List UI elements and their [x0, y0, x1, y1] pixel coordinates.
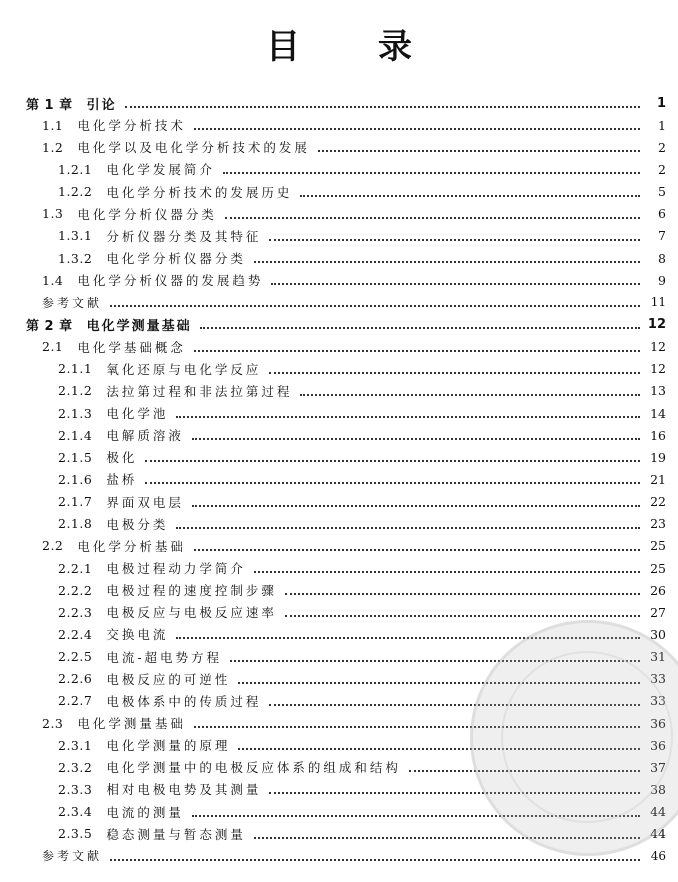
toc-entry-title: 电化学分析仪器的发展趋势: [77, 273, 264, 289]
toc-entry: [0, 181, 678, 203]
toc-entry: [0, 446, 678, 468]
toc-entry-number: 2.1: [42, 339, 64, 355]
toc-entry-page-number: 33: [650, 693, 666, 709]
toc-entry: [0, 247, 678, 269]
toc-entry-title: 电极反应的可逆性: [106, 671, 231, 687]
toc-entry-title: 电化学测量基础: [86, 318, 192, 334]
toc-entry-label: [26, 94, 117, 113]
toc-entry-page-number: 1: [658, 117, 666, 133]
toc-entry-title: 引论: [86, 97, 117, 113]
toc-entry-number: 2.3.5: [58, 826, 93, 842]
toc-entry-page-number: 8: [658, 250, 666, 266]
toc-entry-label: [58, 360, 261, 378]
toc-entry-number: 第 2 章: [26, 318, 73, 334]
toc-entry-title: 参考文献: [42, 295, 103, 310]
toc-entry-label: [42, 116, 186, 134]
dot-leader: [192, 505, 640, 507]
toc-entry: [0, 402, 678, 424]
toc-entry: [0, 468, 678, 490]
toc-entry: [0, 225, 678, 247]
toc-entry-page-number: 12: [647, 316, 666, 332]
dot-leader: [176, 527, 640, 529]
toc-entry-label: [42, 138, 310, 156]
toc-entry: [0, 269, 678, 291]
toc-entry-page-number: 11: [650, 295, 666, 310]
dot-leader: [125, 106, 640, 108]
toc-entry-page-number: 2: [658, 161, 666, 177]
library-stamp-inner-ring: [501, 651, 673, 823]
toc-entry-title: 电化学发展简介: [106, 162, 215, 178]
toc-entry-number: 1.1: [42, 117, 64, 133]
toc-entry: [0, 92, 678, 114]
toc-entry-title: 界面双电层: [106, 494, 184, 510]
toc-entry-number: 2.1.3: [58, 405, 93, 421]
toc-entry-page-number: 19: [650, 449, 666, 465]
toc-entry-number: 2.2.2: [58, 582, 93, 598]
dot-leader: [110, 859, 640, 861]
toc-entry-page-number: 33: [650, 671, 666, 687]
toc-entry: [0, 136, 678, 158]
toc-entry-title: 电极体系中的传质过程: [106, 693, 262, 709]
toc-entry-page-number: 1: [656, 95, 666, 111]
dot-leader: [269, 239, 640, 241]
toc-entry-title: 交换电流: [106, 627, 169, 643]
toc-entry-page-number: 16: [650, 427, 666, 443]
dot-leader: [300, 394, 640, 396]
dot-leader: [254, 261, 640, 263]
dot-leader: [285, 615, 640, 617]
toc-entry-number: 2.3.3: [58, 781, 93, 797]
toc-entry-number: 2.1.4: [58, 427, 93, 443]
toc-entry-number: 2.1.5: [58, 449, 93, 465]
toc-entry-number: 1.3.2: [58, 250, 93, 266]
toc-entry-number: 2.3.1: [58, 737, 93, 753]
toc-entry-title: 电极分类: [106, 516, 169, 532]
toc-entry-title: 盐桥: [106, 472, 138, 488]
toc-entry-label: [42, 294, 102, 311]
dot-leader: [223, 172, 640, 174]
toc-entry-number: 2.2.3: [58, 604, 93, 620]
toc-entry-label: [58, 803, 184, 821]
toc-entry-label: [26, 315, 192, 334]
toc-entry-label: [42, 338, 186, 356]
toc-entry-page-number: 37: [650, 759, 666, 775]
title-char-2: 录: [378, 27, 412, 67]
toc-entry-page-number: 44: [650, 826, 666, 842]
toc-entry-number: 1.3.1: [58, 228, 93, 244]
dot-leader: [194, 549, 640, 551]
toc-entry-page-number: 26: [650, 582, 666, 598]
toc-entry-page-number: 13: [650, 383, 666, 399]
toc-entry-title: 分析仪器分类及其特征: [106, 228, 262, 244]
toc-entry: [0, 535, 678, 557]
toc-entry-title: 电化学分析基础: [77, 538, 186, 554]
toc-entry: [0, 313, 678, 335]
toc-entry-title: 法拉第过程和非法拉第过程: [106, 383, 293, 399]
toc-entry-page-number: 7: [658, 228, 666, 244]
toc-entry-page-number: 27: [650, 604, 666, 620]
toc-entry-label: [42, 847, 102, 864]
toc-entry-page-number: 36: [650, 737, 666, 753]
toc-entry-label: [58, 625, 168, 643]
toc-entry-page-number: 22: [650, 494, 666, 510]
toc-entry-page-number: 25: [650, 560, 666, 576]
toc-entry-title: 电化学分析仪器分类: [77, 206, 217, 222]
toc-entry-page-number: 30: [650, 626, 666, 642]
toc-entry-page-number: 9: [658, 272, 666, 288]
dot-leader: [145, 482, 640, 484]
toc-entry-page-number: 46: [650, 848, 666, 863]
toc-entry-number: 1.4: [42, 272, 64, 288]
toc-entry: [0, 114, 678, 136]
toc-entry-number: 2.2.6: [58, 671, 93, 687]
toc-entry-label: [58, 404, 168, 422]
toc-entry: [0, 203, 678, 225]
toc-entry-label: [58, 736, 230, 754]
dot-leader: [110, 305, 640, 307]
toc-entry-title: 电极过程动力学简介: [106, 561, 246, 577]
toc-entry: [0, 336, 678, 358]
toc-entry-label: [58, 160, 215, 178]
toc-entry-number: 1.2.2: [58, 184, 93, 200]
dot-leader: [176, 416, 640, 418]
toc-entry-page-number: 2: [658, 139, 666, 155]
page-title: [0, 22, 678, 72]
toc-entry-number: 2.2.7: [58, 693, 93, 709]
toc-entry-number: 2.1.2: [58, 383, 93, 399]
dot-leader: [194, 350, 640, 352]
toc-entry: [0, 513, 678, 535]
toc-entry-number: 2.2.4: [58, 626, 93, 642]
dot-leader: [285, 593, 640, 595]
toc-entry-number: 2.3: [42, 715, 64, 731]
toc-entry-title: 电化学分析仪器分类: [106, 251, 246, 267]
dot-leader: [194, 128, 640, 130]
toc-entry-page-number: 31: [650, 649, 666, 665]
toc-entry-page-number: 21: [650, 471, 666, 487]
toc-entry-page-number: 5: [658, 184, 666, 200]
toc-entry-number: 2.3.4: [58, 804, 93, 820]
dot-leader: [145, 460, 640, 462]
toc-entry: [0, 579, 678, 601]
toc-entry: [0, 158, 678, 180]
toc-entry-number: 2.1.1: [58, 361, 93, 377]
dot-leader: [269, 372, 640, 374]
dot-leader: [225, 217, 640, 219]
toc-entry: [0, 557, 678, 579]
dot-leader: [318, 150, 640, 152]
toc-entry-label: [58, 780, 261, 798]
toc-entry-title: 极化: [106, 450, 138, 466]
toc-entry: [0, 491, 678, 513]
toc-entry-label: [42, 205, 217, 223]
toc-entry-label: [58, 470, 137, 488]
toc-entry-title: 相对电极电势及其测量: [106, 782, 262, 798]
toc-entry-label: [58, 581, 277, 599]
toc-entry-number: 1.2.1: [58, 161, 93, 177]
toc-entry-label: [58, 448, 137, 466]
dot-leader: [300, 195, 640, 197]
toc-entry: [0, 358, 678, 380]
toc-entry-label: [42, 537, 186, 555]
toc-entry-page-number: 14: [650, 405, 666, 421]
toc-entry-title: 电流的测量: [106, 804, 184, 820]
toc-entry-page-number: 12: [650, 339, 666, 355]
toc-entry-number: 2.2: [42, 538, 64, 554]
toc-entry-title: 电化学分析技术的发展历史: [106, 184, 293, 200]
dot-leader: [254, 571, 640, 573]
toc-entry-page-number: 44: [650, 804, 666, 820]
toc-entry-label: [58, 227, 261, 245]
toc-entry-label: [58, 825, 246, 843]
toc-entry-number: 1.3: [42, 206, 64, 222]
toc-entry-title: 电化学池: [106, 406, 169, 422]
toc-entry-number: 2.1.8: [58, 516, 93, 532]
toc-entry-title: 电流-超电势方程: [106, 649, 223, 665]
toc-entry-page-number: 23: [650, 516, 666, 532]
toc-entry-title: 电化学以及电化学分析技术的发展: [77, 140, 310, 156]
toc-entry: [0, 380, 678, 402]
toc-entry-title: 电化学测量中的电极反应体系的组成和结构: [106, 760, 401, 776]
dot-leader: [271, 283, 640, 285]
toc-entry-label: [58, 382, 292, 400]
toc-entry-label: [58, 758, 401, 776]
toc-entry-number: 2.1.6: [58, 471, 93, 487]
dot-leader: [200, 327, 640, 329]
title-char-1: 目: [266, 27, 300, 67]
toc-entry-label: [42, 714, 186, 732]
toc-entry-page-number: 6: [658, 206, 666, 222]
toc-entry-title: 电解质溶液: [106, 428, 184, 444]
toc-entry: [0, 424, 678, 446]
toc-entry-label: [58, 603, 277, 621]
toc-entry-title: 参考文献: [42, 849, 103, 864]
toc-entry-title: 电化学分析技术: [77, 118, 186, 134]
toc-entry-title: 电化学测量的原理: [106, 738, 231, 754]
toc-entry-number: 第 1 章: [26, 97, 73, 113]
toc-entry-label: [58, 670, 230, 688]
toc-entry-title: 稳态测量与暂态测量: [106, 826, 246, 842]
toc-entry-label: [58, 648, 222, 666]
toc-entry-page-number: 36: [650, 715, 666, 731]
toc-entry-label: [42, 271, 263, 289]
toc-entry: [0, 291, 678, 313]
toc-entry-title: 电极过程的速度控制步骤: [106, 583, 277, 599]
toc-entry-page-number: 38: [650, 781, 666, 797]
toc-entry-number: 2.1.7: [58, 494, 93, 510]
toc-entry-label: [58, 559, 246, 577]
toc-entry-label: [58, 183, 292, 201]
dot-leader: [192, 438, 640, 440]
toc-entry-number: 1.2: [42, 139, 64, 155]
toc-entry-page-number: 12: [650, 361, 666, 377]
toc-entry-label: [58, 426, 184, 444]
toc-entry-number: 2.2.1: [58, 560, 93, 576]
toc-entry-label: [58, 249, 246, 267]
toc-entry-page-number: 25: [650, 538, 666, 554]
toc-entry-label: [58, 515, 168, 533]
toc-entry-number: 2.2.5: [58, 649, 93, 665]
toc-entry-title: 电化学基础概念: [77, 339, 186, 355]
toc-entry-title: 氧化还原与电化学反应: [106, 361, 262, 377]
toc-entry-title: 电化学测量基础: [77, 716, 186, 731]
toc-entry-label: [58, 493, 184, 511]
toc-entry-label: [58, 692, 261, 710]
toc-entry-title: 电极反应与电极反应速率: [106, 605, 277, 621]
toc-entry-number: 2.3.2: [58, 759, 93, 775]
